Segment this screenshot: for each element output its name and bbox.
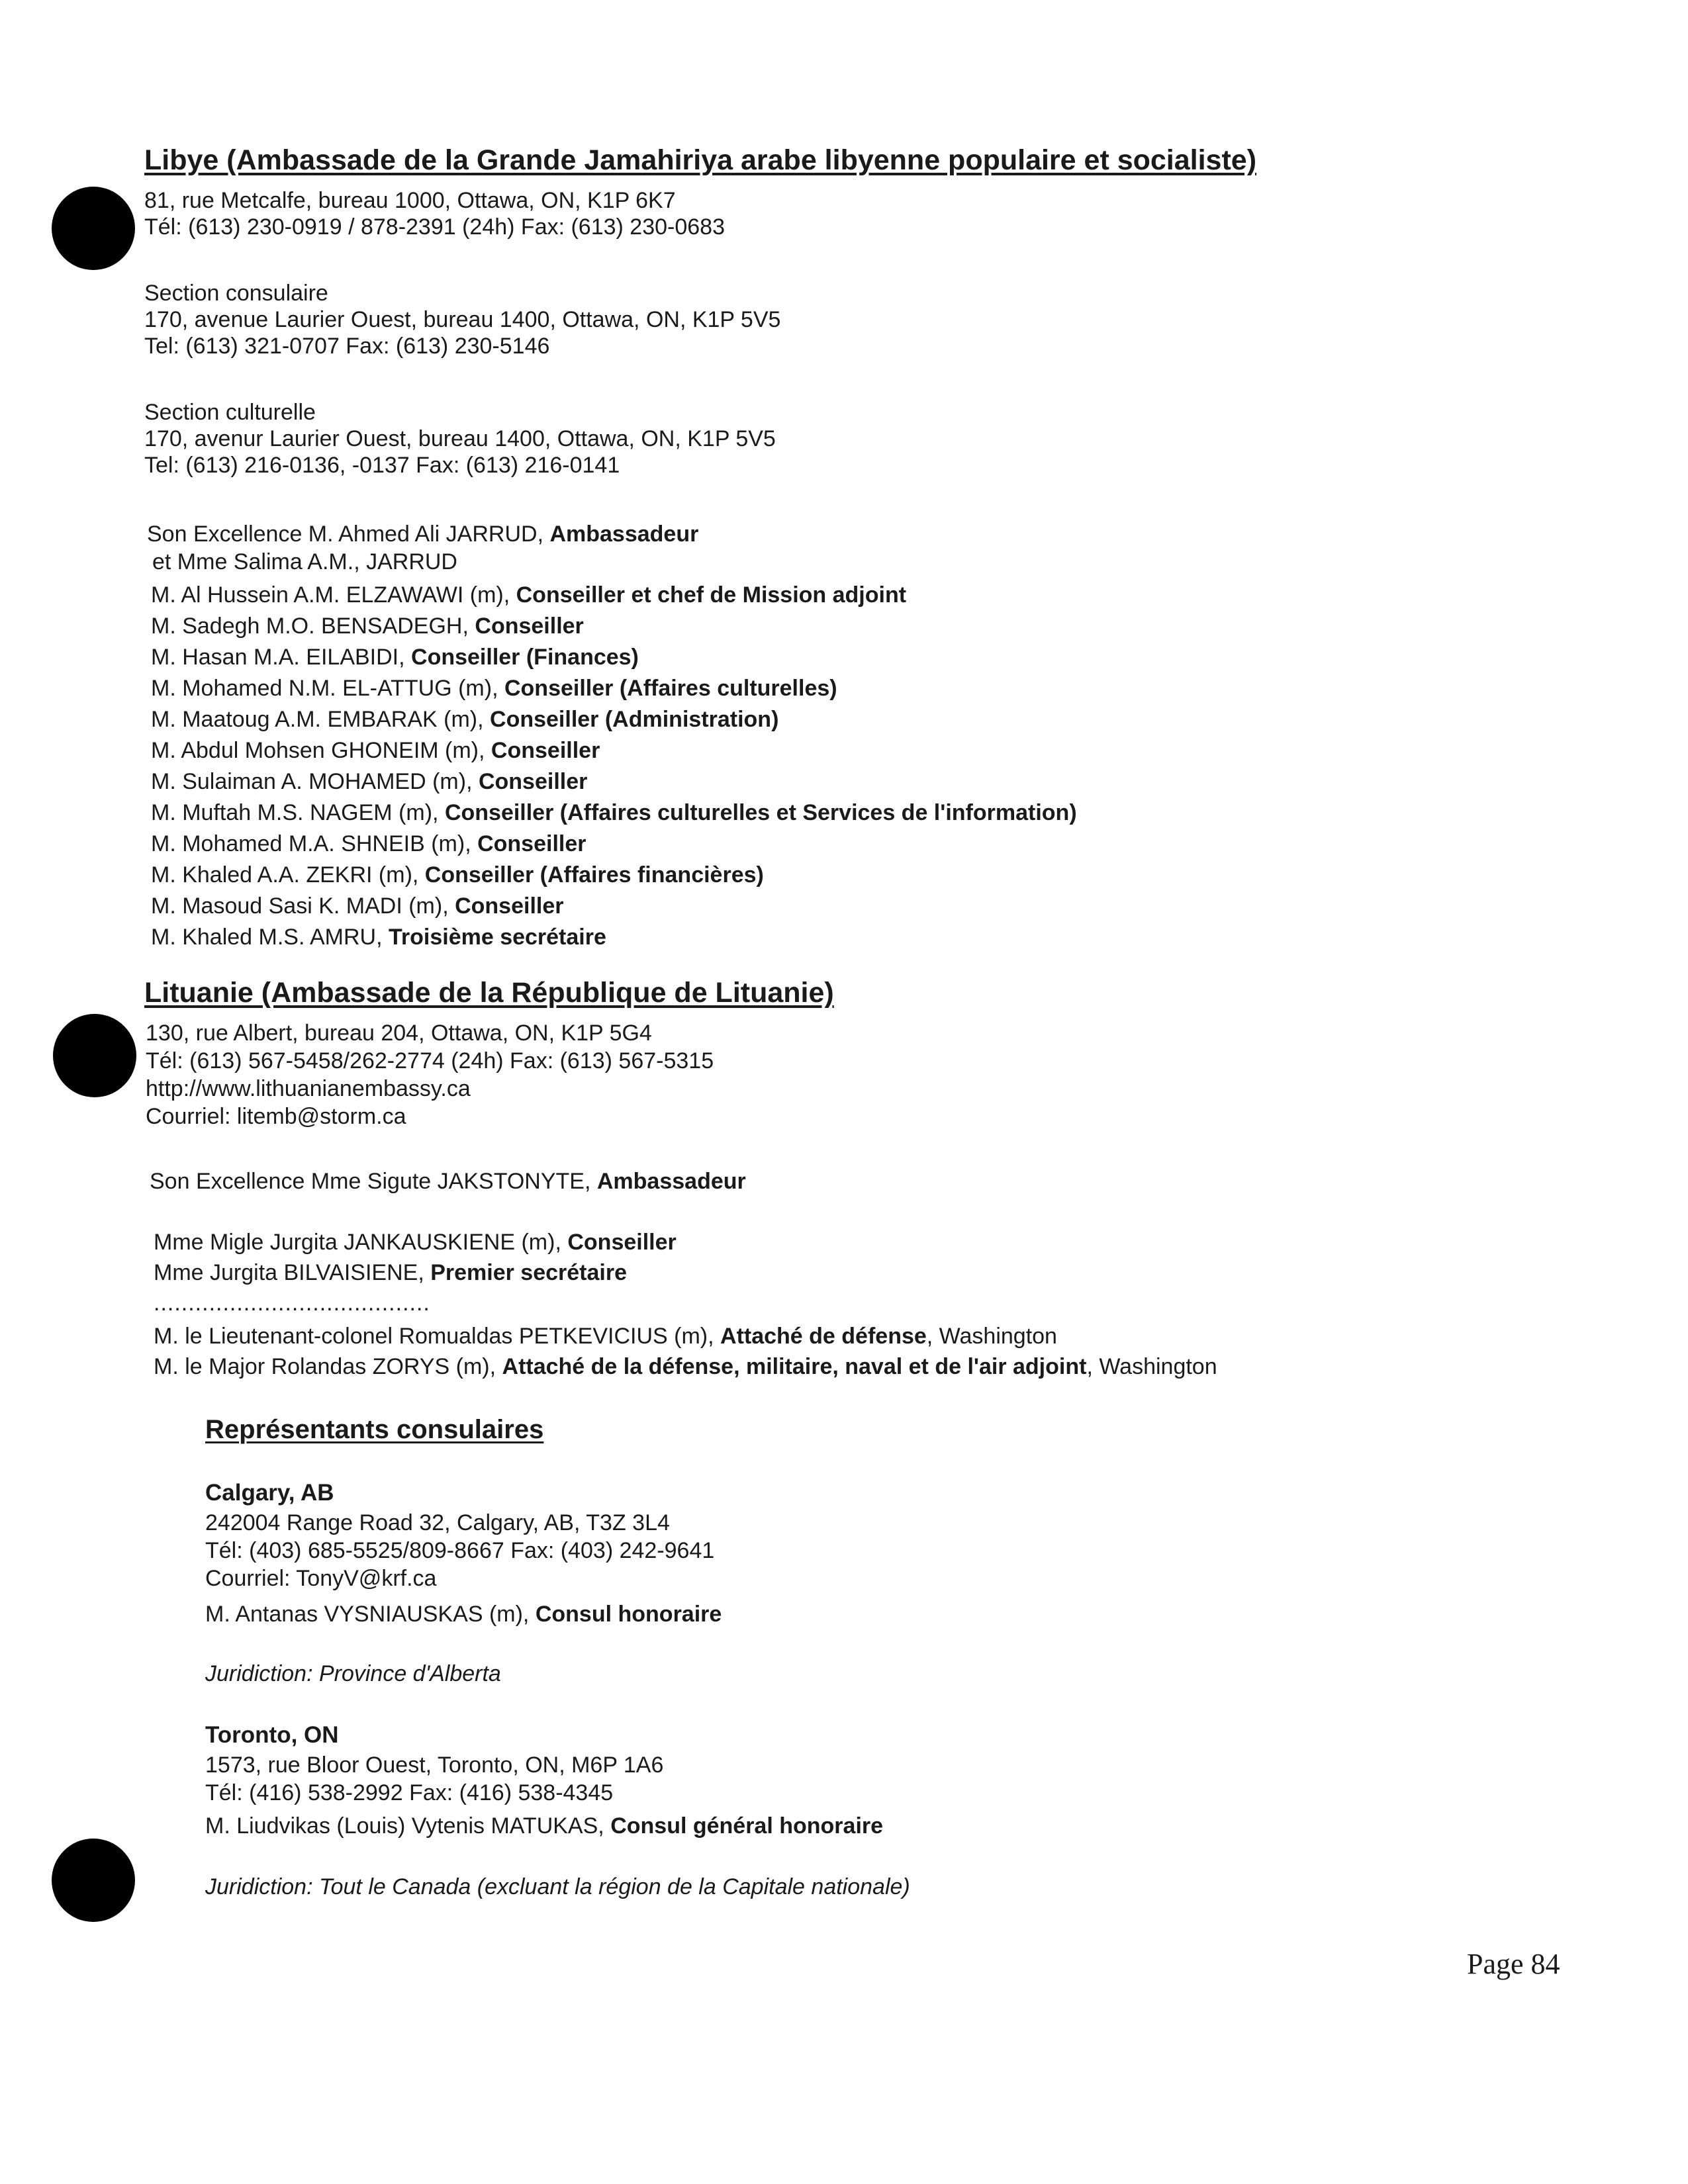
lituanie-email: Courriel: litemb@storm.ca: [146, 1104, 406, 1129]
staff-name: M. Sadegh M.O. BENSADEGH,: [151, 614, 475, 639]
libye-phone: Tél: (613) 230-0919 / 878-2391 (24h) Fax: (613) 230-0683: [144, 214, 725, 240]
staff-title: Troisième secrétaire: [389, 925, 606, 950]
libye-spouse: et Mme Salima A.M., JARRUD: [152, 549, 457, 574]
lituanie-ambassador-name: Son Excellence Mme Sigute JAKSTONYTE,: [150, 1169, 597, 1194]
toronto-address: 1573, rue Bloor Ouest, Toronto, ON, M6P 1A6: [205, 1752, 664, 1778]
libye-cultural-title: Section culturelle: [144, 400, 316, 425]
staff-name: M. Muftah M.S. NAGEM (m),: [151, 800, 445, 825]
punch-hole-bottom: [52, 1839, 135, 1922]
defense-location: , Washington: [1086, 1354, 1217, 1379]
defense-title: Attaché de défense: [720, 1324, 927, 1349]
page-number: Page 84: [1467, 1948, 1560, 1980]
lituanie-phone: Tél: (613) 567-5458/262-2774 (24h) Fax: (613) 567-5315: [146, 1048, 714, 1073]
staff-title: Conseiller (Administration): [490, 707, 779, 732]
staff-name: Mme Migle Jurgita JANKAUSKIENE (m),: [154, 1230, 568, 1255]
staff-name: M. Khaled M.S. AMRU,: [151, 925, 389, 950]
lituanie-heading: Lituanie (Ambassade de la République de Lituanie): [144, 977, 834, 1009]
calgary-jurisdiction: Juridiction: Province d'Alberta: [205, 1661, 501, 1686]
defense-location: , Washington: [926, 1324, 1057, 1349]
toronto-jurisdiction: Juridiction: Tout le Canada (excluant la région de la Capitale nationale): [205, 1874, 910, 1899]
libye-cultural-phone: Tel: (613) 216-0136, -0137 Fax: (613) 216-0141: [144, 453, 620, 478]
dotted-separator: ........................................: [154, 1291, 430, 1316]
libye-staff-row: [151, 737, 600, 764]
staff-name: M. Masoud Sasi K. MADI (m),: [151, 893, 455, 919]
staff-name: M. Mohamed N.M. EL-ATTUG (m),: [151, 676, 504, 701]
calgary-email: Courriel: TonyV@krf.ca: [205, 1566, 437, 1591]
consular-reps-heading: Représentants consulaires: [205, 1415, 544, 1444]
libye-staff-row: [151, 923, 606, 951]
staff-name: M. Abdul Mohsen GHONEIM (m),: [151, 738, 491, 763]
lituanie-staff-row: [154, 1228, 677, 1256]
lituanie-ambassador: [150, 1167, 746, 1195]
consul-name: M. Antanas VYSNIAUSKAS (m),: [205, 1602, 536, 1627]
staff-title: Conseiller: [475, 614, 584, 639]
libye-staff-row: [151, 799, 1077, 827]
toronto-consul: [205, 1812, 883, 1840]
libye-consular-phone: Tel: (613) 321-0707 Fax: (613) 230-5146: [144, 334, 550, 359]
calgary-city: Calgary, AB: [205, 1480, 334, 1506]
toronto-phone: Tél: (416) 538-2992 Fax: (416) 538-4345: [205, 1780, 614, 1805]
libye-heading: Libye (Ambassade de la Grande Jamahiriya arabe libyenne populaire et socialiste): [144, 144, 1257, 176]
libye-staff-row: [151, 768, 587, 796]
consul-name: M. Liudvikas (Louis) Vytenis MATUKAS,: [205, 1813, 611, 1839]
lituanie-ambassador-title: Ambassadeur: [596, 1169, 746, 1194]
staff-name: M. Maatoug A.M. EMBARAK (m),: [151, 707, 491, 732]
libye-ambassador: [147, 520, 698, 548]
libye-consular-title: Section consulaire: [144, 281, 328, 306]
consul-title: Consul général honoraire: [610, 1813, 884, 1839]
lituanie-defense-row: [154, 1353, 1217, 1381]
libye-staff-row: [151, 830, 586, 858]
punch-hole-middle: [53, 1014, 136, 1097]
libye-cultural-address: 170, avenur Laurier Ouest, bureau 1400, Ottawa, ON, K1P 5V5: [144, 426, 776, 451]
libye-staff-row: [151, 892, 563, 920]
staff-title: Conseiller: [491, 738, 600, 763]
lituanie-defense-row: [154, 1322, 1057, 1350]
libye-consular-address: 170, avenue Laurier Ouest, bureau 1400, Ottawa, ON, K1P 5V5: [144, 307, 781, 332]
calgary-address: 242004 Range Road 32, Calgary, AB, T3Z 3L4: [205, 1510, 670, 1535]
lituanie-website: http://www.lithuanianembassy.ca: [146, 1076, 471, 1101]
defense-title: Attaché de la défense, militaire, naval et de l'air adjoint: [502, 1354, 1087, 1379]
staff-name: M. Hasan M.A. EILABIDI,: [151, 645, 412, 670]
staff-title: Conseiller (Finances): [411, 645, 639, 670]
staff-name: Mme Jurgita BILVAISIENE,: [154, 1260, 431, 1285]
staff-title: Conseiller: [455, 893, 564, 919]
staff-title: Conseiller et chef de Mission adjoint: [516, 582, 907, 608]
libye-staff-row: [151, 581, 906, 609]
consul-title: Consul honoraire: [535, 1602, 722, 1627]
staff-title: Conseiller: [567, 1230, 677, 1255]
staff-name: M. Mohamed M.A. SHNEIB (m),: [151, 831, 478, 856]
staff-title: Premier secrétaire: [430, 1260, 627, 1285]
staff-name: M. Sulaiman A. MOHAMED (m),: [151, 769, 479, 794]
calgary-phone: Tél: (403) 685-5525/809-8667 Fax: (403) 242-9641: [205, 1538, 715, 1563]
toronto-city: Toronto, ON: [205, 1722, 339, 1748]
libye-address: 81, rue Metcalfe, bureau 1000, Ottawa, ON, K1P 6K7: [144, 188, 676, 213]
libye-staff-row: [151, 612, 584, 640]
libye-staff-row: [151, 705, 778, 733]
lituanie-address: 130, rue Albert, bureau 204, Ottawa, ON, K1P 5G4: [146, 1021, 652, 1046]
defense-name: M. le Lieutenant-colonel Romualdas PETKEVICIUS (m),: [154, 1324, 721, 1349]
staff-title: Conseiller: [478, 769, 588, 794]
lituanie-staff-row: [154, 1259, 627, 1287]
staff-name: M. Khaled A.A. ZEKRI (m),: [151, 862, 425, 887]
staff-title: Conseiller (Affaires culturelles et Services de l'information): [444, 800, 1077, 825]
libye-staff-row: [151, 674, 837, 702]
defense-name: M. le Major Rolandas ZORYS (m),: [154, 1354, 502, 1379]
libye-ambassador-title: Ambassadeur: [549, 522, 699, 547]
libye-staff-row: [151, 861, 764, 889]
staff-title: Conseiller (Affaires financières): [424, 862, 764, 887]
punch-hole-top: [52, 187, 135, 270]
staff-name: M. Al Hussein A.M. ELZAWAWI (m),: [151, 582, 516, 608]
libye-ambassador-name: Son Excellence M. Ahmed Ali JARRUD,: [147, 522, 550, 547]
calgary-consul: [205, 1600, 722, 1628]
staff-title: Conseiller: [477, 831, 586, 856]
staff-title: Conseiller (Affaires culturelles): [504, 676, 837, 701]
libye-staff-row: [151, 643, 639, 671]
